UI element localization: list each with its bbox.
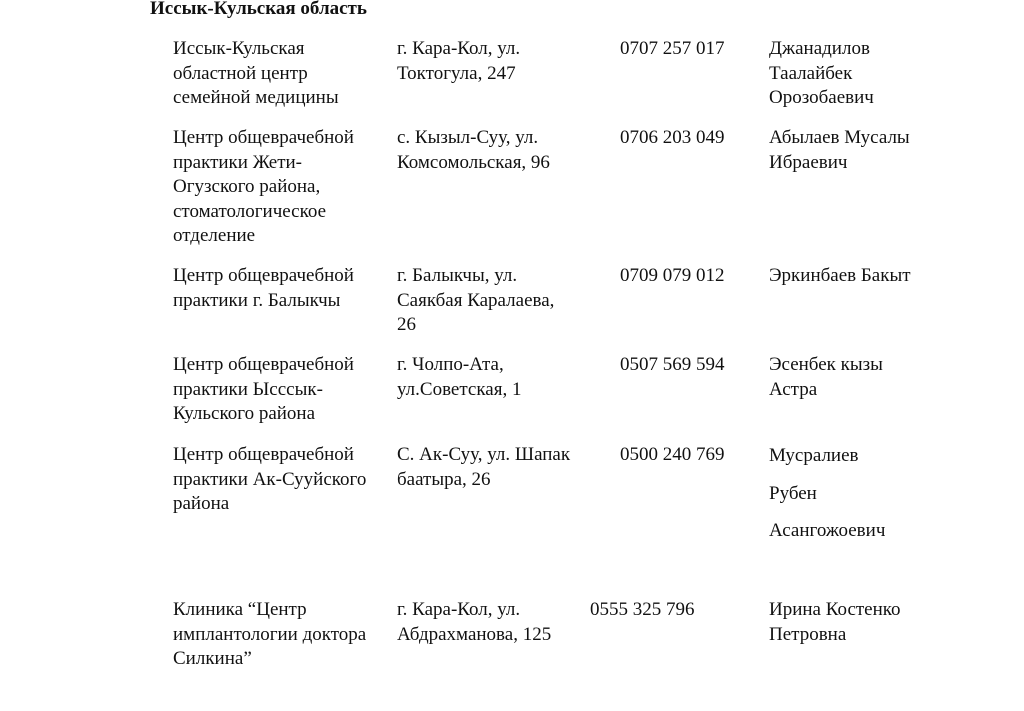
text-line: Эркинбаев Бакыт [769, 265, 911, 286]
text-line: практики Ысссык- [173, 378, 323, 400]
facility-head [769, 264, 969, 289]
text-line: баатыра, 26 [397, 468, 491, 490]
facility-head [769, 353, 969, 402]
facility-head [769, 598, 969, 647]
facility-name [173, 443, 388, 517]
text-line: района [173, 493, 230, 514]
text-line: практики г. Балыкчы [173, 289, 341, 311]
text-line: Эсенбек кызы [769, 354, 883, 375]
facility-address [397, 598, 592, 647]
facility-address [397, 443, 592, 492]
text-line: практики Ак-Сууйского [173, 468, 367, 490]
facility-head [769, 444, 969, 557]
text-line: г. Кара-Кол, ул. [397, 38, 521, 59]
text-line: практики Жети- [173, 151, 302, 173]
text-line: Силкина” [173, 648, 252, 669]
text-line: Саякбая Каралаева, [397, 289, 555, 311]
text-line: Абдрахманова, 125 [397, 623, 552, 645]
text-line: отделение [173, 225, 256, 246]
facility-address [397, 353, 592, 402]
text-line: С. Ак-Суу, ул. Шапак [397, 444, 571, 465]
facility-name [173, 126, 388, 249]
text-line: Центр общеврачебной [173, 265, 354, 286]
text-line: Таалайбек [769, 62, 853, 84]
facility-phone: 0707 257 017 [620, 38, 725, 59]
text-line: Асангожоевич [769, 520, 886, 541]
text-line: Центр общеврачебной [173, 127, 354, 148]
text-line: ул.Советская, 1 [397, 378, 522, 400]
facility-address [397, 264, 592, 338]
text-line: г. Чолпо-Ата, [397, 354, 504, 375]
facility-head [769, 126, 969, 175]
text-line: Ирина Костенко [769, 599, 901, 620]
text-line: семейной медицины [173, 87, 339, 108]
text-line: Иссык-Кульская [173, 38, 305, 59]
text-line: Петровна [769, 623, 847, 645]
text-line: Абылаев Мусалы [769, 127, 910, 148]
text-line: имплантологии доктора [173, 623, 367, 645]
facility-phone: 0500 240 769 [620, 444, 725, 465]
facility-phone: 0706 203 049 [620, 127, 725, 148]
text-line: Орозобаевич [769, 87, 874, 108]
facility-phone: 0555 325 796 [590, 599, 695, 620]
facility-phone: 0507 569 594 [620, 354, 725, 375]
text-line: Рубен [769, 482, 817, 504]
facility-name [173, 264, 388, 313]
text-line: Джанадилов [769, 38, 870, 59]
facility-phone: 0709 079 012 [620, 265, 725, 286]
text-line: Кульского района [173, 403, 316, 424]
text-line: Комсомольская, 96 [397, 151, 550, 173]
text-line: 26 [397, 314, 416, 335]
text-line: г. Кара-Кол, ул. [397, 599, 521, 620]
text-line: г. Балыкчы, ул. [397, 265, 518, 286]
text-line: Огузского района, [173, 176, 321, 197]
facility-address [397, 126, 592, 175]
text-line: стоматологическое [173, 200, 327, 222]
text-line: Центр общеврачебной [173, 444, 354, 465]
text-line: с. Кызыл-Суу, ул. [397, 127, 539, 148]
facility-name [173, 598, 388, 672]
facility-head [769, 37, 969, 111]
facility-address [397, 37, 592, 86]
facility-name [173, 37, 388, 111]
text-line: Мусралиев [769, 445, 859, 466]
region-heading: Иссык-Кульская область [150, 0, 367, 19]
text-line: Астра [769, 378, 818, 400]
text-line: Клиника “Центр [173, 599, 307, 620]
text-line: областной центр [173, 62, 308, 84]
text-line: Токтогула, 247 [397, 62, 516, 84]
text-line: Ибраевич [769, 151, 848, 173]
text-line: Центр общеврачебной [173, 354, 354, 375]
facility-name [173, 353, 388, 427]
